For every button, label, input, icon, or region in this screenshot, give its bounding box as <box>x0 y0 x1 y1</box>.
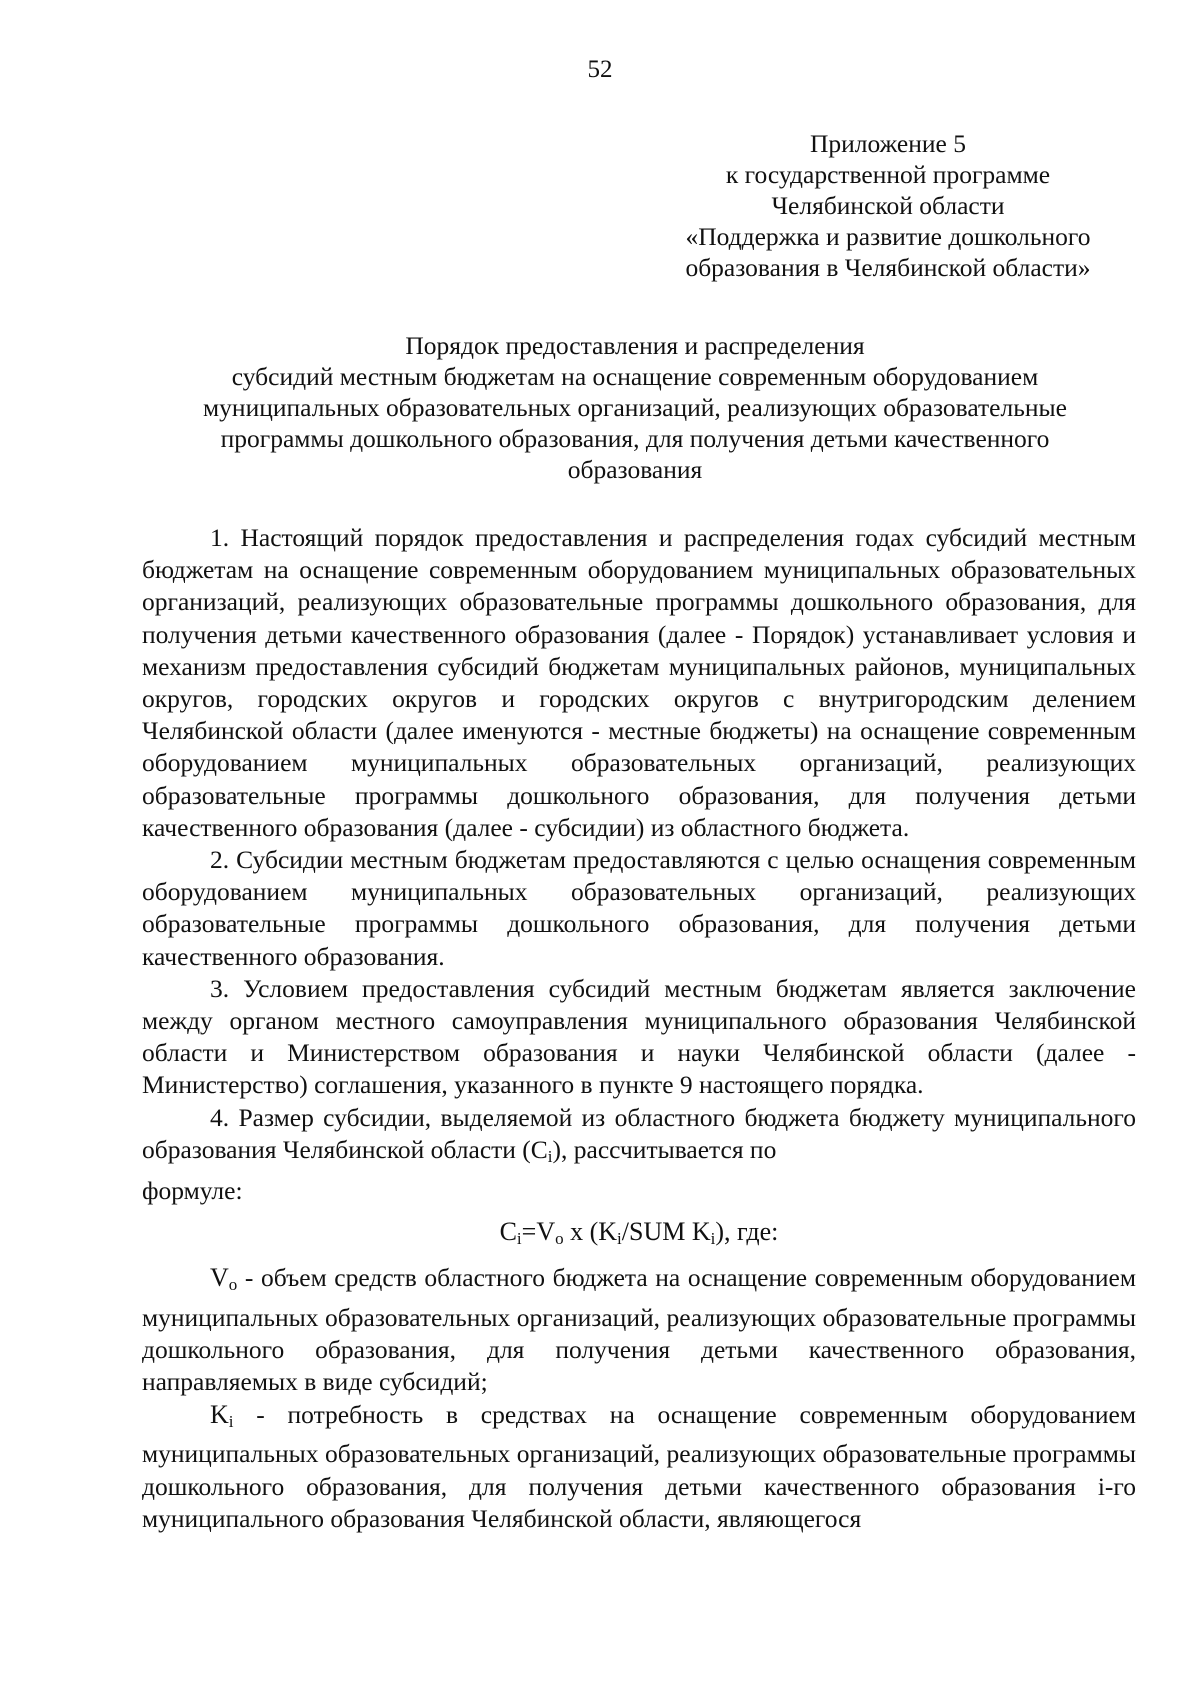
title-line: программы дошкольного образования, для получения детьми качественного <box>220 424 1050 453</box>
formula-k-sub: i <box>617 1229 622 1249</box>
formula-mid: x (K <box>563 1217 618 1247</box>
title-line: субсидий местным бюджетам на оснащение современным оборудованием <box>231 362 1039 391</box>
ki-symbol-sub: i <box>228 1411 234 1431</box>
paragraph-4 <box>142 1102 1136 1173</box>
formula-sum: /SUM K <box>621 1217 711 1247</box>
paragraph-2: 2. Субсидии местным бюджетам предоставляются с целью оснащения современным оборудованием муниципальных образовательных организаций, реализующих образовательные программы дошкольного образования, для получения детьми качественного образования. <box>142 845 1136 971</box>
appendix-line: Челябинской области <box>771 191 1005 220</box>
formula-c: C <box>499 1217 517 1247</box>
formula-v-sub: o <box>555 1229 564 1249</box>
appendix-header <box>668 128 1108 283</box>
definition-ki <box>142 1399 1136 1536</box>
title-line: Порядок предоставления и распределения <box>405 331 865 360</box>
document-body <box>142 522 1136 1536</box>
appendix-line: образования в Челябинской области» <box>685 253 1091 282</box>
appendix-line: Приложение 5 <box>810 129 966 158</box>
definition-ki-text: - потребность в средствах на оснащение современным оборудованием муниципальных образовательных организаций, реализующих образовательные программы дошкольного образования, для получения детьми качественного образования i-го муниципального образования Челябинской области, являющегося <box>142 1399 1136 1534</box>
definition-vo-symbol <box>210 1263 238 1295</box>
paragraph-3: 3. Условием предоставления субсидий местным бюджетам является заключение между органом местного самоуправления муниципального образования Челябинской области и Министерством образования и науки Челябинской области (далее - Министерство) соглашения, указанного в пункте 9 настоящего порядка. <box>142 973 1136 1100</box>
paragraph-4-tail: ), рассчитывается по <box>552 1134 777 1164</box>
vo-symbol-sub: o <box>228 1275 238 1295</box>
definition-vo <box>142 1262 1136 1399</box>
ki-symbol-letter: K <box>210 1399 229 1429</box>
paragraph-1: 1. Настоящий порядок предоставления и распределения годах субсидий местным бюджетам на оснащение современным оборудованием муниципальных образовательных организаций, реализующих образовательные программы дошкольного образования, для получения детьми качественного образования (далее - Порядок) устанавливает условия и механизм предоставления субсидий бюджетам муниципальных районов, муниципальных округов, городских округов и городских округов с внутригородским делением Челябинской области (далее именуются - местные бюджеты) на оснащение современным оборудованием муниципальных образовательных организаций, реализующих образовательные программы дошкольного образования, для получения детьми качественного образования (далее - субсидии) из областного бюджета. <box>142 523 1136 842</box>
title-line: образования <box>567 455 703 484</box>
document-title <box>140 330 1130 485</box>
definition-vo-text: - объем средств областного бюджета на оснащение современным оборудованием муниципальных образовательных организаций, реализующих образовательные программы дошкольного образования, для получения детьми качественного образования, направляемых в виде субсидий; <box>142 1263 1136 1397</box>
appendix-line: к государственной программе <box>725 160 1051 189</box>
formula-c-sub: i <box>516 1229 522 1249</box>
formula <box>142 1215 1136 1256</box>
formula-sum-sub: i <box>710 1229 716 1249</box>
formula-eq-v: =V <box>521 1217 556 1247</box>
vo-symbol-letter: V <box>210 1263 229 1293</box>
paragraph-4-subscript: i <box>547 1146 553 1166</box>
formula-end: ), где: <box>715 1217 779 1247</box>
paragraph-4-lead: 4. Размер субсидии, выделяемой из областного бюджета бюджету муниципального образования Челябинской области (C <box>142 1102 1136 1164</box>
appendix-line: «Поддержка и развитие дошкольного <box>685 222 1091 251</box>
title-line: муниципальных образовательных организаций, реализующих образовательные <box>203 393 1067 422</box>
definition-ki-symbol <box>210 1400 234 1429</box>
page-number: 52 <box>587 56 613 83</box>
paragraph-4-word: формуле: <box>142 1176 243 1206</box>
